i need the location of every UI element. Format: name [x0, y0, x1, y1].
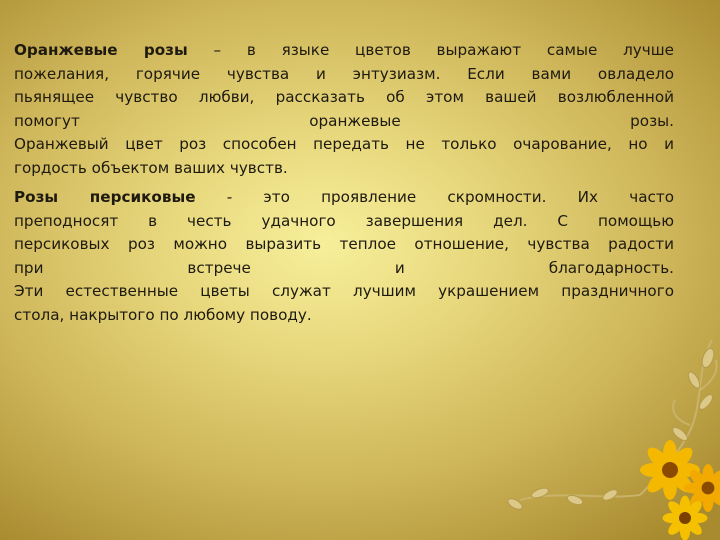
text-line: помогут оранжевые розы.: [14, 111, 674, 130]
text-line: [14, 39, 674, 63]
paragraph-orange-roses: [14, 39, 674, 181]
text-line: Оранжевый цвет роз способен передать не только очарование, но и: [14, 135, 674, 154]
text-line: гордость объектом ваших чувств.: [14, 158, 288, 177]
flower-vine-icon: [480, 330, 720, 540]
line-text: – в языке цветов выражают самые лучше: [187, 41, 674, 59]
text-line: преподносят в честь удачного завершения дел. С помощью: [14, 211, 674, 230]
term-orange-roses: Оранжевые розы: [14, 41, 188, 59]
text-line: стола, накрытого по любому поводу.: [14, 305, 312, 324]
paragraph-peach-roses: [14, 186, 674, 328]
text-line: пожелания, горячие чувства и энтузиазм. Если вами овладело: [14, 64, 674, 83]
text-line: персиковых роз можно выразить теплое отношение, чувства радости: [14, 235, 674, 254]
text-line: [14, 186, 674, 210]
term-peach-roses: Розы персиковые: [14, 188, 196, 206]
text-line: Эти естественные цветы служат лучшим украшением праздничного: [14, 282, 674, 301]
text-line: при встрече и благодарность.: [14, 258, 674, 277]
text-line: пьянящее чувство любви, рассказать об этом вашей возлюбленной: [14, 88, 674, 107]
line-text: - это проявление скромности. Их часто: [195, 188, 675, 206]
